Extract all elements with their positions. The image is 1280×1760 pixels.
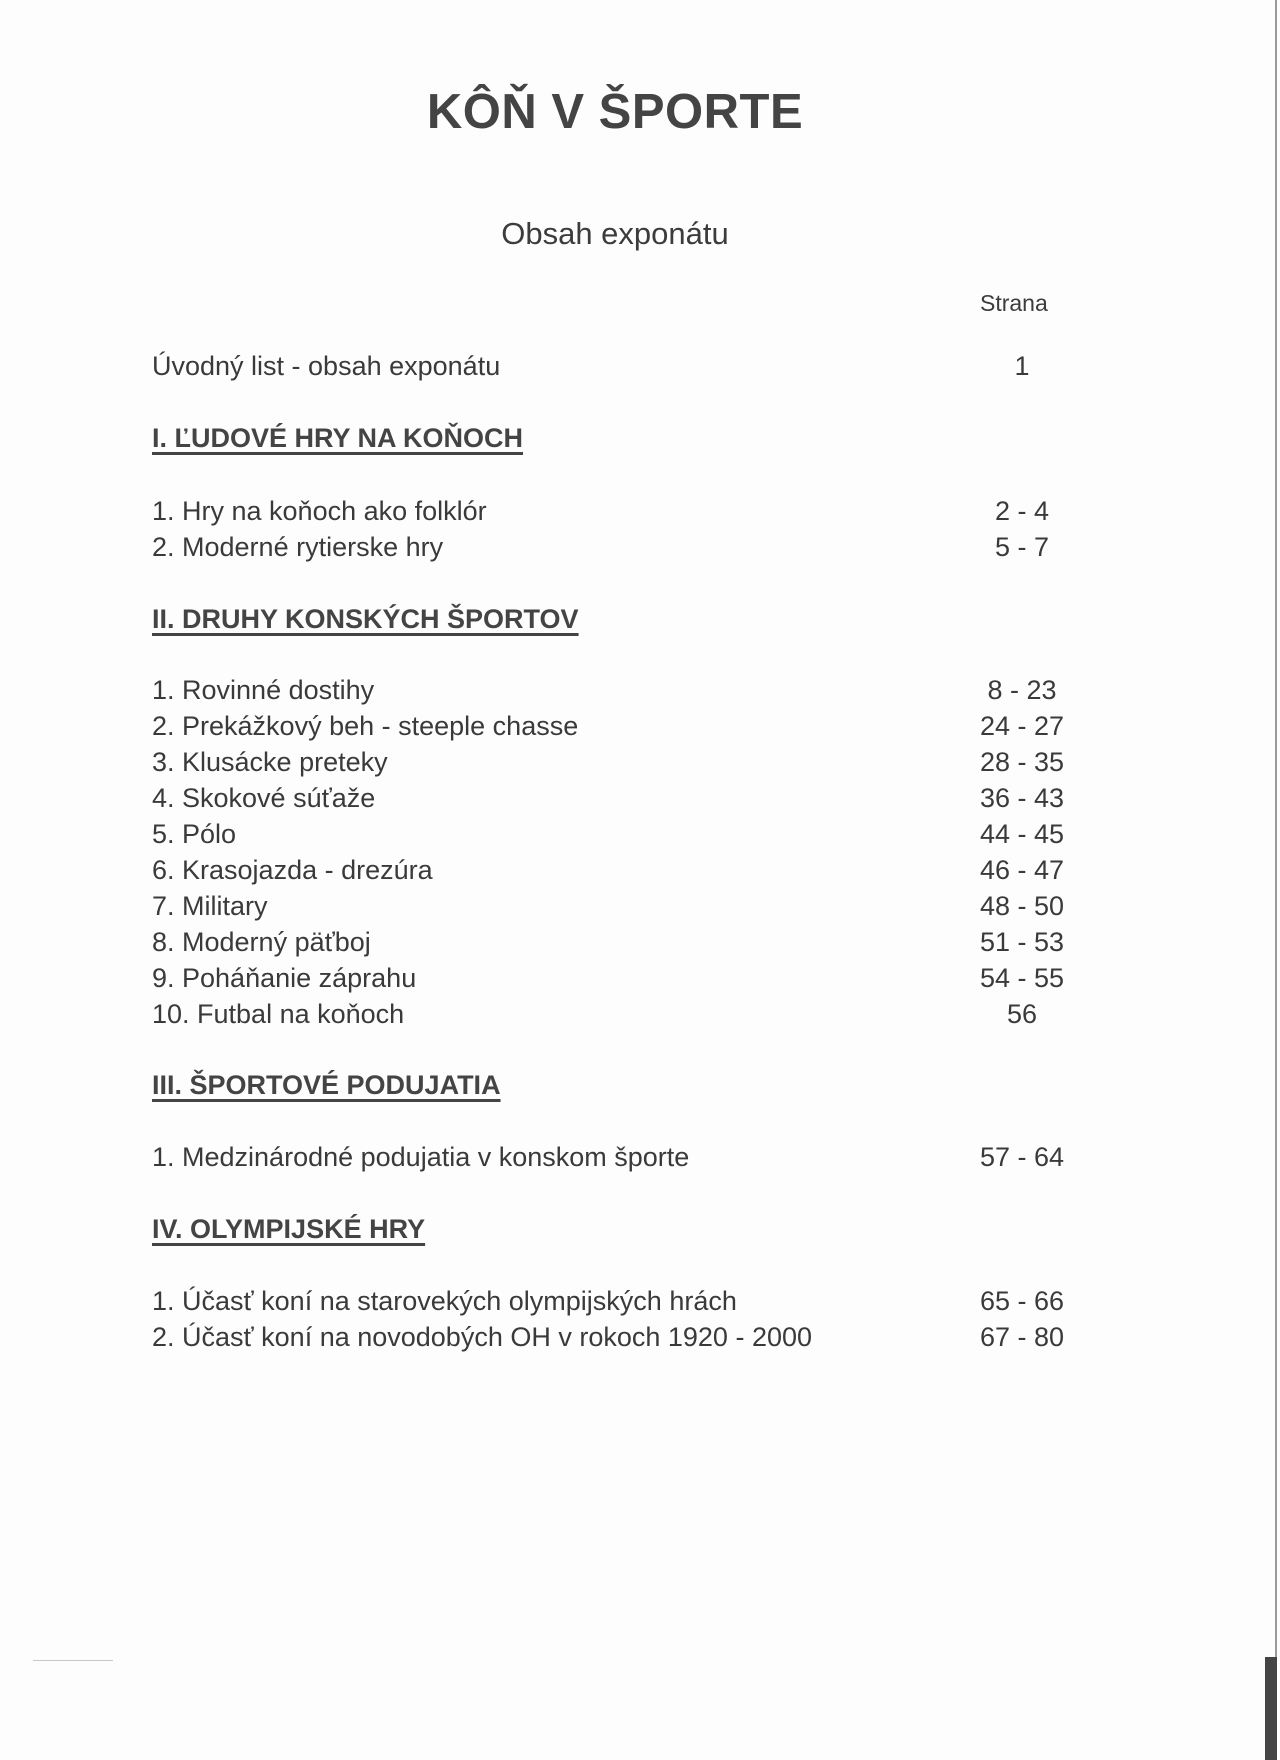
toc-item-pages: 51 - 53	[979, 927, 1065, 957]
toc-intro-row	[152, 348, 1062, 384]
toc-item-label: 2. Prekážkový beh - steeple chasse	[152, 711, 579, 741]
section-heading: I. ĽUDOVÉ HRY NA KOŇOCH	[152, 423, 524, 453]
toc-item-label: 1. Účasť koní na starovekých olympijských hrách	[152, 1286, 737, 1316]
toc-row	[152, 924, 1065, 960]
toc-item-pages: 1	[1014, 351, 1030, 381]
scan-edge-bar	[1265, 1657, 1277, 1760]
page-column-header: Strana	[980, 290, 1048, 316]
toc-item-pages: 65 - 66	[979, 1286, 1065, 1316]
toc-row	[152, 1283, 1065, 1319]
document-subtitle: Obsah exponátu	[501, 216, 729, 251]
toc-item-label: 1. Medzinárodné podujatia v konskom športe	[152, 1142, 690, 1172]
toc-item-pages: 44 - 45	[979, 819, 1065, 849]
toc-item-label: 2. Účasť koní na novodobých OH v rokoch 1920 - 2000	[152, 1322, 813, 1352]
document-title: KÔŇ V ŠPORTE	[426, 85, 804, 139]
toc-row	[152, 493, 1062, 529]
toc-item-label: 1. Rovinné dostihy	[152, 675, 375, 705]
toc-item-label: 8. Moderný päťboj	[152, 927, 371, 957]
toc-row	[152, 1319, 1065, 1355]
toc-row	[152, 780, 1065, 816]
toc-item-pages: 28 - 35	[979, 747, 1065, 777]
toc-item-label: 2. Moderné rytierske hry	[152, 532, 444, 562]
toc-item-label: 7. Military	[152, 891, 268, 921]
toc-row	[152, 888, 1065, 924]
toc-item-pages: 57 - 64	[979, 1142, 1065, 1172]
section-heading: III. ŠPORTOVÉ PODUJATIA	[152, 1070, 501, 1100]
toc-item-pages: 46 - 47	[979, 855, 1065, 885]
toc-item-label: 10. Futbal na koňoch	[152, 999, 405, 1029]
toc-item-pages: 54 - 55	[979, 963, 1065, 993]
scan-edge-line	[1275, 0, 1277, 1760]
toc-row	[152, 744, 1065, 780]
toc-row	[152, 672, 1062, 708]
toc-row	[152, 708, 1065, 744]
toc-row	[152, 529, 1062, 565]
section-heading: IV. OLYMPIJSKÉ HRY	[152, 1214, 426, 1244]
toc-row	[152, 960, 1065, 996]
section-heading: II. DRUHY KONSKÝCH ŠPORTOV	[152, 604, 579, 634]
toc-item-label: 1. Hry na koňoch ako folklór	[152, 496, 487, 526]
toc-item-pages: 36 - 43	[979, 783, 1065, 813]
toc-item-label: 5. Pólo	[152, 819, 237, 849]
toc-item-label: Úvodný list - obsah exponátu	[152, 351, 501, 381]
toc-item-label: 4. Skokové súťaže	[152, 783, 376, 813]
toc-item-label: 6. Krasojazda - drezúra	[152, 855, 433, 885]
toc-item-pages: 2 - 4	[994, 496, 1050, 526]
toc-item-pages: 5 - 7	[994, 532, 1050, 562]
toc-item-label: 3. Klusácke preteky	[152, 747, 388, 777]
toc-item-label: 9. Poháňanie záprahu	[152, 963, 417, 993]
toc-item-pages: 56	[1006, 999, 1038, 1029]
toc-row	[152, 816, 1065, 852]
toc-item-pages: 24 - 27	[979, 711, 1065, 741]
toc-item-pages: 48 - 50	[979, 891, 1065, 921]
toc-item-pages: 67 - 80	[979, 1322, 1065, 1352]
scan-artifact-line	[33, 1660, 113, 1661]
toc-row	[152, 1139, 1065, 1175]
toc-item-pages: 8 - 23	[987, 675, 1057, 705]
toc-row	[152, 996, 1062, 1032]
toc-row	[152, 852, 1065, 888]
